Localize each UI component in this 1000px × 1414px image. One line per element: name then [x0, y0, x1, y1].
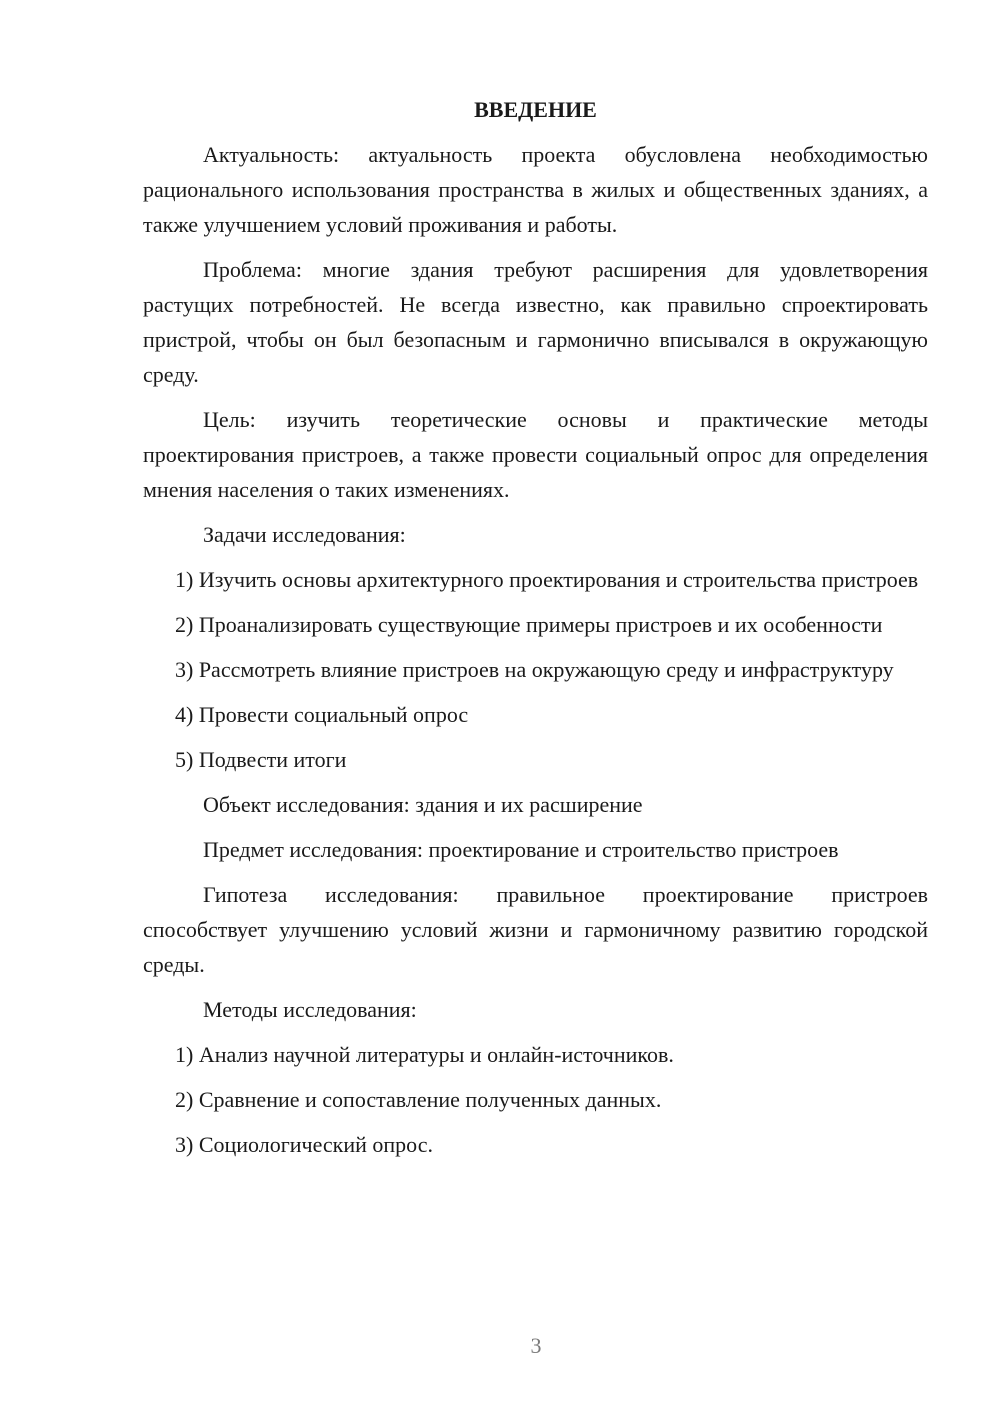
methods-heading: Методы исследования: — [203, 997, 417, 1022]
subject-paragraph: Предмет исследования: проектирование и строительство пристроев — [203, 837, 839, 862]
section-heading: ВВЕДЕНИЕ — [474, 97, 597, 122]
relevance-paragraph: Актуальность: актуальность проекта обусловлена необходимостью рационального использования пространства в жилых и общественных зданиях, а также улучшением условий проживания и работы. — [143, 142, 928, 237]
hypothesis-paragraph: Гипотеза исследования: правильное проектирование пристроев способствует улучшению условий жизни и гармоничному развитию городской среды. — [143, 882, 928, 977]
task-item-5: 5) Подвести итоги — [175, 747, 347, 772]
method-item-2: 2) Сравнение и сопоставление полученных данных. — [175, 1087, 662, 1112]
goal-paragraph: Цель: изучить теоретические основы и практические методы проектирования пристроев, а также провести социальный опрос для определения мнения населения о таких изменениях. — [143, 407, 928, 502]
problem-paragraph: Проблема: многие здания требуют расширения для удовлетворения растущих потребностей. Не всегда известно, как правильно спроектировать пристрой, чтобы он был безопасным и гармонично вписывался в окружающую среду. — [143, 257, 928, 387]
object-paragraph: Объект исследования: здания и их расширение — [203, 792, 643, 817]
method-item-3: 3) Социологический опрос. — [175, 1132, 433, 1157]
task-item-1: 1) Изучить основы архитектурного проектирования и строительства пристроев — [175, 567, 919, 592]
tasks-heading: Задачи исследования: — [203, 522, 406, 547]
task-item-3: 3) Рассмотреть влияние пристроев на окружающую среду и инфраструктуру — [175, 657, 894, 682]
task-item-2: 2) Проанализировать существующие примеры пристроев и их особенности — [175, 612, 883, 637]
document-page — [143, 92, 928, 1172]
method-item-1: 1) Анализ научной литературы и онлайн-источников. — [175, 1042, 674, 1067]
task-item-4: 4) Провести социальный опрос — [175, 702, 469, 727]
page-number: 3 — [530, 1333, 542, 1358]
